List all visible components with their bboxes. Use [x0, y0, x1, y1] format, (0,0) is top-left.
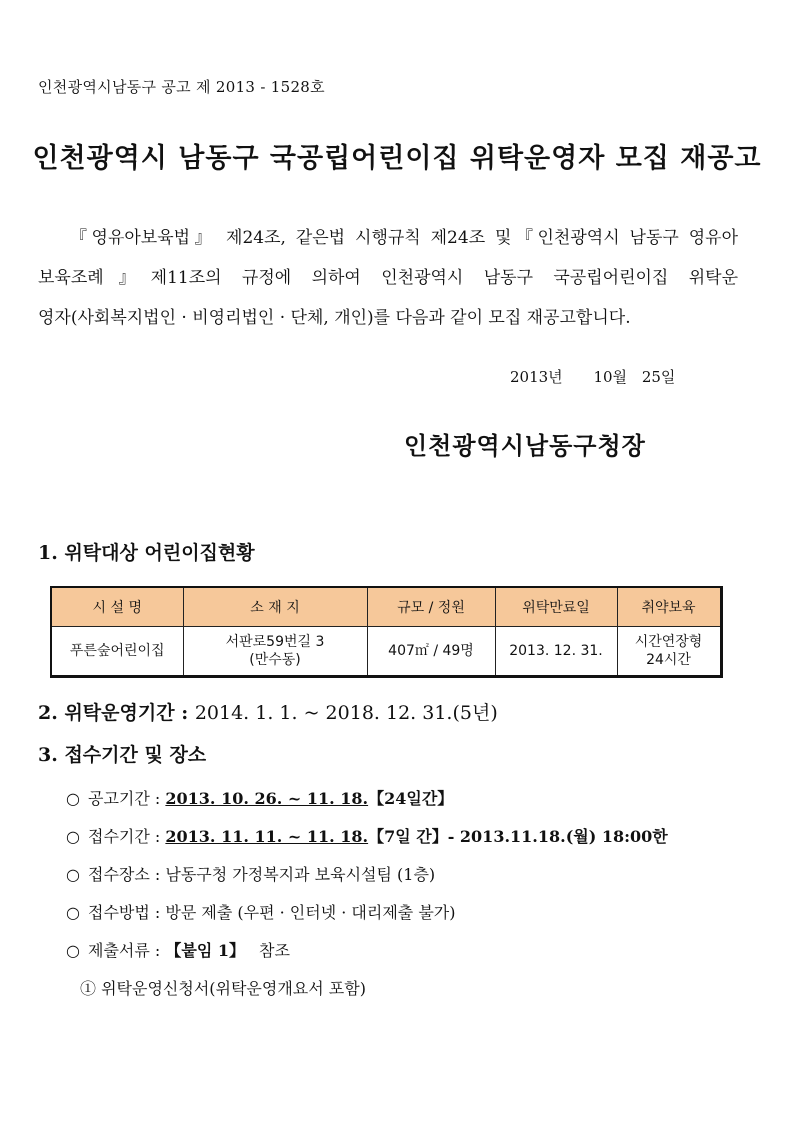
header-cell: 취약보육: [617, 587, 721, 627]
item-label: 접수기간 :: [88, 827, 166, 846]
item-text: 참조: [259, 941, 290, 960]
circle-bullet-icon: ○: [66, 903, 80, 922]
announcement-date: [510, 366, 701, 387]
item-label: 공고기간 :: [88, 789, 166, 808]
item-text: 방문 제출 (우편 · 인터넷 · 대리제출 불가): [165, 903, 456, 922]
item-label: 접수방법 :: [88, 903, 166, 922]
table-header-row: [51, 587, 721, 627]
section1-heading: 1. 위탁대상 어린이집현황: [38, 542, 255, 564]
list-item: [66, 938, 290, 961]
header-cell: 위탁만료일: [495, 587, 617, 627]
facility-table-wrapper: [50, 586, 720, 678]
item-text: 남동구청 가정복지과 보육시설팀 (1층): [165, 865, 436, 884]
header-cell: 시 설 명: [51, 587, 183, 627]
item-duration: 【24일간】: [368, 789, 454, 808]
intro-line: 『영유아보육법』 제24조, 같은법 시행규칙 제24조 및『인천광역시 남동구 영유아: [70, 228, 738, 248]
item-attachment: 【붙임 1】: [165, 941, 246, 960]
facility-name-cell: 푸른숲어린이집: [51, 627, 183, 677]
notice-number: 인천광역시남동구 공고 제 2013 - 1528호: [38, 78, 325, 96]
circle-bullet-icon: ○: [66, 941, 80, 960]
intro-paragraph: [38, 218, 738, 338]
intro-line: 보육조례』제11조의 규정에 의하여 인천광역시 남동구 국공립어린이집 위탁운: [38, 268, 738, 288]
header-cell: 소 재 지: [183, 587, 367, 627]
list-item: [66, 862, 435, 885]
intro-line: 영자(사회복지법인 · 비영리법인 · 단체, 개인)를 다음과 같이 모집 재공고합니다.: [38, 308, 631, 328]
item-label: 접수장소 :: [88, 865, 166, 884]
care-type-cell: [617, 627, 721, 677]
item-duration: 【7일 간】- 2013.11.18.(월) 18:00한: [368, 827, 668, 846]
item-period: 2013. 10. 26. ~ 11. 18.: [165, 789, 369, 808]
care-line: 24시간: [646, 652, 691, 668]
list-item: [66, 786, 453, 809]
address-line: (만수동): [249, 652, 301, 668]
address-line: 서판로59번길 3: [225, 634, 325, 650]
table-row: [51, 627, 721, 677]
header-cell: 규모 / 정원: [367, 587, 495, 627]
facility-table: [50, 586, 723, 678]
issuer-name: 인천광역시남동구청장: [404, 431, 646, 460]
section2-label: 2. 위탁운영기간 :: [38, 702, 189, 724]
section3-heading: 3. 접수기간 및 장소: [38, 744, 207, 766]
date-month: 10월: [593, 368, 628, 386]
list-item: [66, 824, 668, 847]
sub-item: ① 위탁운영신청서(위탁운영개요서 포함): [80, 979, 366, 998]
document-title: 인천광역시 남동구 국공립어린이집 위탁운영자 모집 재공고: [32, 143, 762, 174]
section2-value: 2014. 1. 1. ~ 2018. 12. 31.(5년): [194, 702, 498, 724]
scale-cell: 407㎡ / 49명: [367, 627, 495, 677]
date-year: 2013년: [510, 368, 563, 386]
section2-line: [38, 698, 498, 725]
care-line: 시간연장형: [634, 634, 703, 650]
circle-bullet-icon: ○: [66, 827, 80, 846]
list-item: [66, 900, 456, 923]
item-label: 제출서류 :: [88, 941, 166, 960]
circle-bullet-icon: ○: [66, 865, 80, 884]
address-cell: [183, 627, 367, 677]
circle-bullet-icon: ○: [66, 789, 80, 808]
expiry-cell: 2013. 12. 31.: [495, 627, 617, 677]
date-day: 25일: [641, 368, 676, 386]
item-period: 2013. 11. 11. ~ 11. 18.: [165, 827, 369, 846]
